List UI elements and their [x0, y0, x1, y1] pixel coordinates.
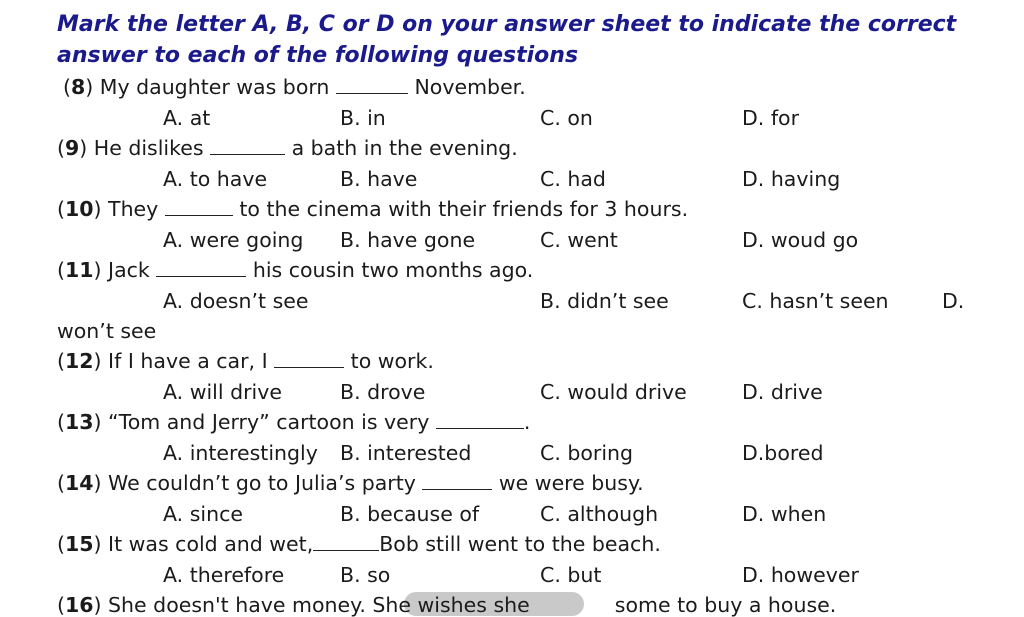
question-15: (15) It was cold and wet, Bob still went to the beach.	[57, 532, 661, 556]
option-c: C. went	[540, 228, 618, 252]
question-number: 14	[65, 471, 94, 495]
option-b: B. have gone	[340, 228, 476, 252]
option-b: B. drove	[340, 380, 426, 404]
answer-blank	[436, 414, 524, 429]
answer-blank	[165, 201, 233, 216]
question-text-end: to work.	[344, 349, 434, 373]
option-a: A. since	[163, 502, 243, 526]
option-d: D.	[942, 289, 965, 313]
instruction-line-2: answer to each of the following questions	[57, 43, 579, 68]
question-text-end: his cousin two months ago.	[246, 258, 534, 282]
option-c: C. had	[540, 167, 606, 191]
question-number: 10	[65, 197, 94, 221]
option-b: B. because of	[340, 502, 480, 526]
option-b: B. have	[340, 167, 418, 191]
option-d: D. having	[742, 167, 841, 191]
option-d: D.bored	[742, 441, 824, 465]
question-9: (9) He dislikes a bath in the evening.	[57, 136, 518, 160]
option-a: A. interestingly	[163, 441, 318, 465]
question-12: (12) If I have a car, I to work.	[57, 349, 434, 373]
option-c: C. hasn’t seen	[742, 289, 889, 313]
question-text-end: Bob still went to the beach.	[379, 532, 661, 556]
option-b: B. in	[340, 106, 386, 130]
option-a: A. at	[163, 106, 211, 130]
question-text: He dislikes	[93, 136, 211, 160]
question-number: 9	[65, 136, 80, 160]
option-d-wrapped: won’t see	[57, 319, 157, 343]
question-text: They	[108, 197, 165, 221]
answer-blank	[156, 262, 246, 277]
answer-blank	[274, 353, 344, 368]
question-number: 13	[65, 410, 94, 434]
question-text-end: we were busy.	[492, 471, 644, 495]
question-number: 15	[65, 532, 94, 556]
option-a: A. to have	[163, 167, 268, 191]
answer-blank	[336, 79, 408, 94]
question-text: It was cold and wet,	[108, 532, 314, 556]
question-number: 16	[65, 593, 94, 617]
option-d: D. woud go	[742, 228, 859, 252]
question-text-end: to the cinema with their friends for 3 hours.	[232, 197, 689, 221]
question-text-end: a bath in the evening.	[285, 136, 518, 160]
option-d: D. however	[742, 563, 859, 587]
question-10: (10) They to the cinema with their friends for 3 hours.	[57, 197, 689, 221]
answer-blank	[422, 475, 492, 490]
option-a: A. were going	[163, 228, 304, 252]
answer-blank	[313, 536, 379, 551]
question-16: (16) She doesn't have money. She wishes she some to buy a house.	[57, 593, 837, 617]
question-text: If I have a car, I	[108, 349, 275, 373]
instruction-line-1: Mark the letter A, B, C or D on your answer sheet to indicate the correct	[57, 12, 957, 37]
question-text-end: November.	[407, 75, 526, 99]
option-a: A. will drive	[163, 380, 282, 404]
option-b: B. so	[340, 563, 391, 587]
option-a: A. doesn’t see	[163, 289, 309, 313]
option-c: C. on	[540, 106, 593, 130]
question-11: (11) Jack his cousin two months ago.	[57, 258, 534, 282]
question-number: 8	[71, 75, 86, 99]
option-c: C. boring	[540, 441, 634, 465]
question-number: 12	[65, 349, 94, 373]
option-c: C. but	[540, 563, 602, 587]
question-13: (13) “Tom and Jerry” cartoon is very .	[57, 410, 531, 434]
option-d: D. when	[742, 502, 827, 526]
option-d: D. drive	[742, 380, 823, 404]
question-text-end: .	[523, 410, 531, 434]
question-text: Jack	[108, 258, 157, 282]
option-c: C. although	[540, 502, 659, 526]
question-8: (8) My daughter was born November.	[63, 75, 526, 99]
question-number: 11	[65, 258, 94, 282]
question-text: She doesn't have money. She wishes she	[108, 593, 537, 617]
question-text: My daughter was born	[99, 75, 336, 99]
answer-blank	[210, 140, 285, 155]
question-text: “Tom and Jerry” cartoon is very	[108, 410, 436, 434]
option-d: D. for	[742, 106, 800, 130]
option-c: C. would drive	[540, 380, 687, 404]
option-b: B. interested	[340, 441, 472, 465]
question-text: We couldn’t go to Julia’s party	[108, 471, 423, 495]
question-text-end: some to buy a house.	[608, 593, 837, 617]
option-b: B. didn’t see	[540, 289, 669, 313]
question-14: (14) We couldn’t go to Julia’s party we were busy.	[57, 471, 644, 495]
option-a: A. therefore	[163, 563, 285, 587]
